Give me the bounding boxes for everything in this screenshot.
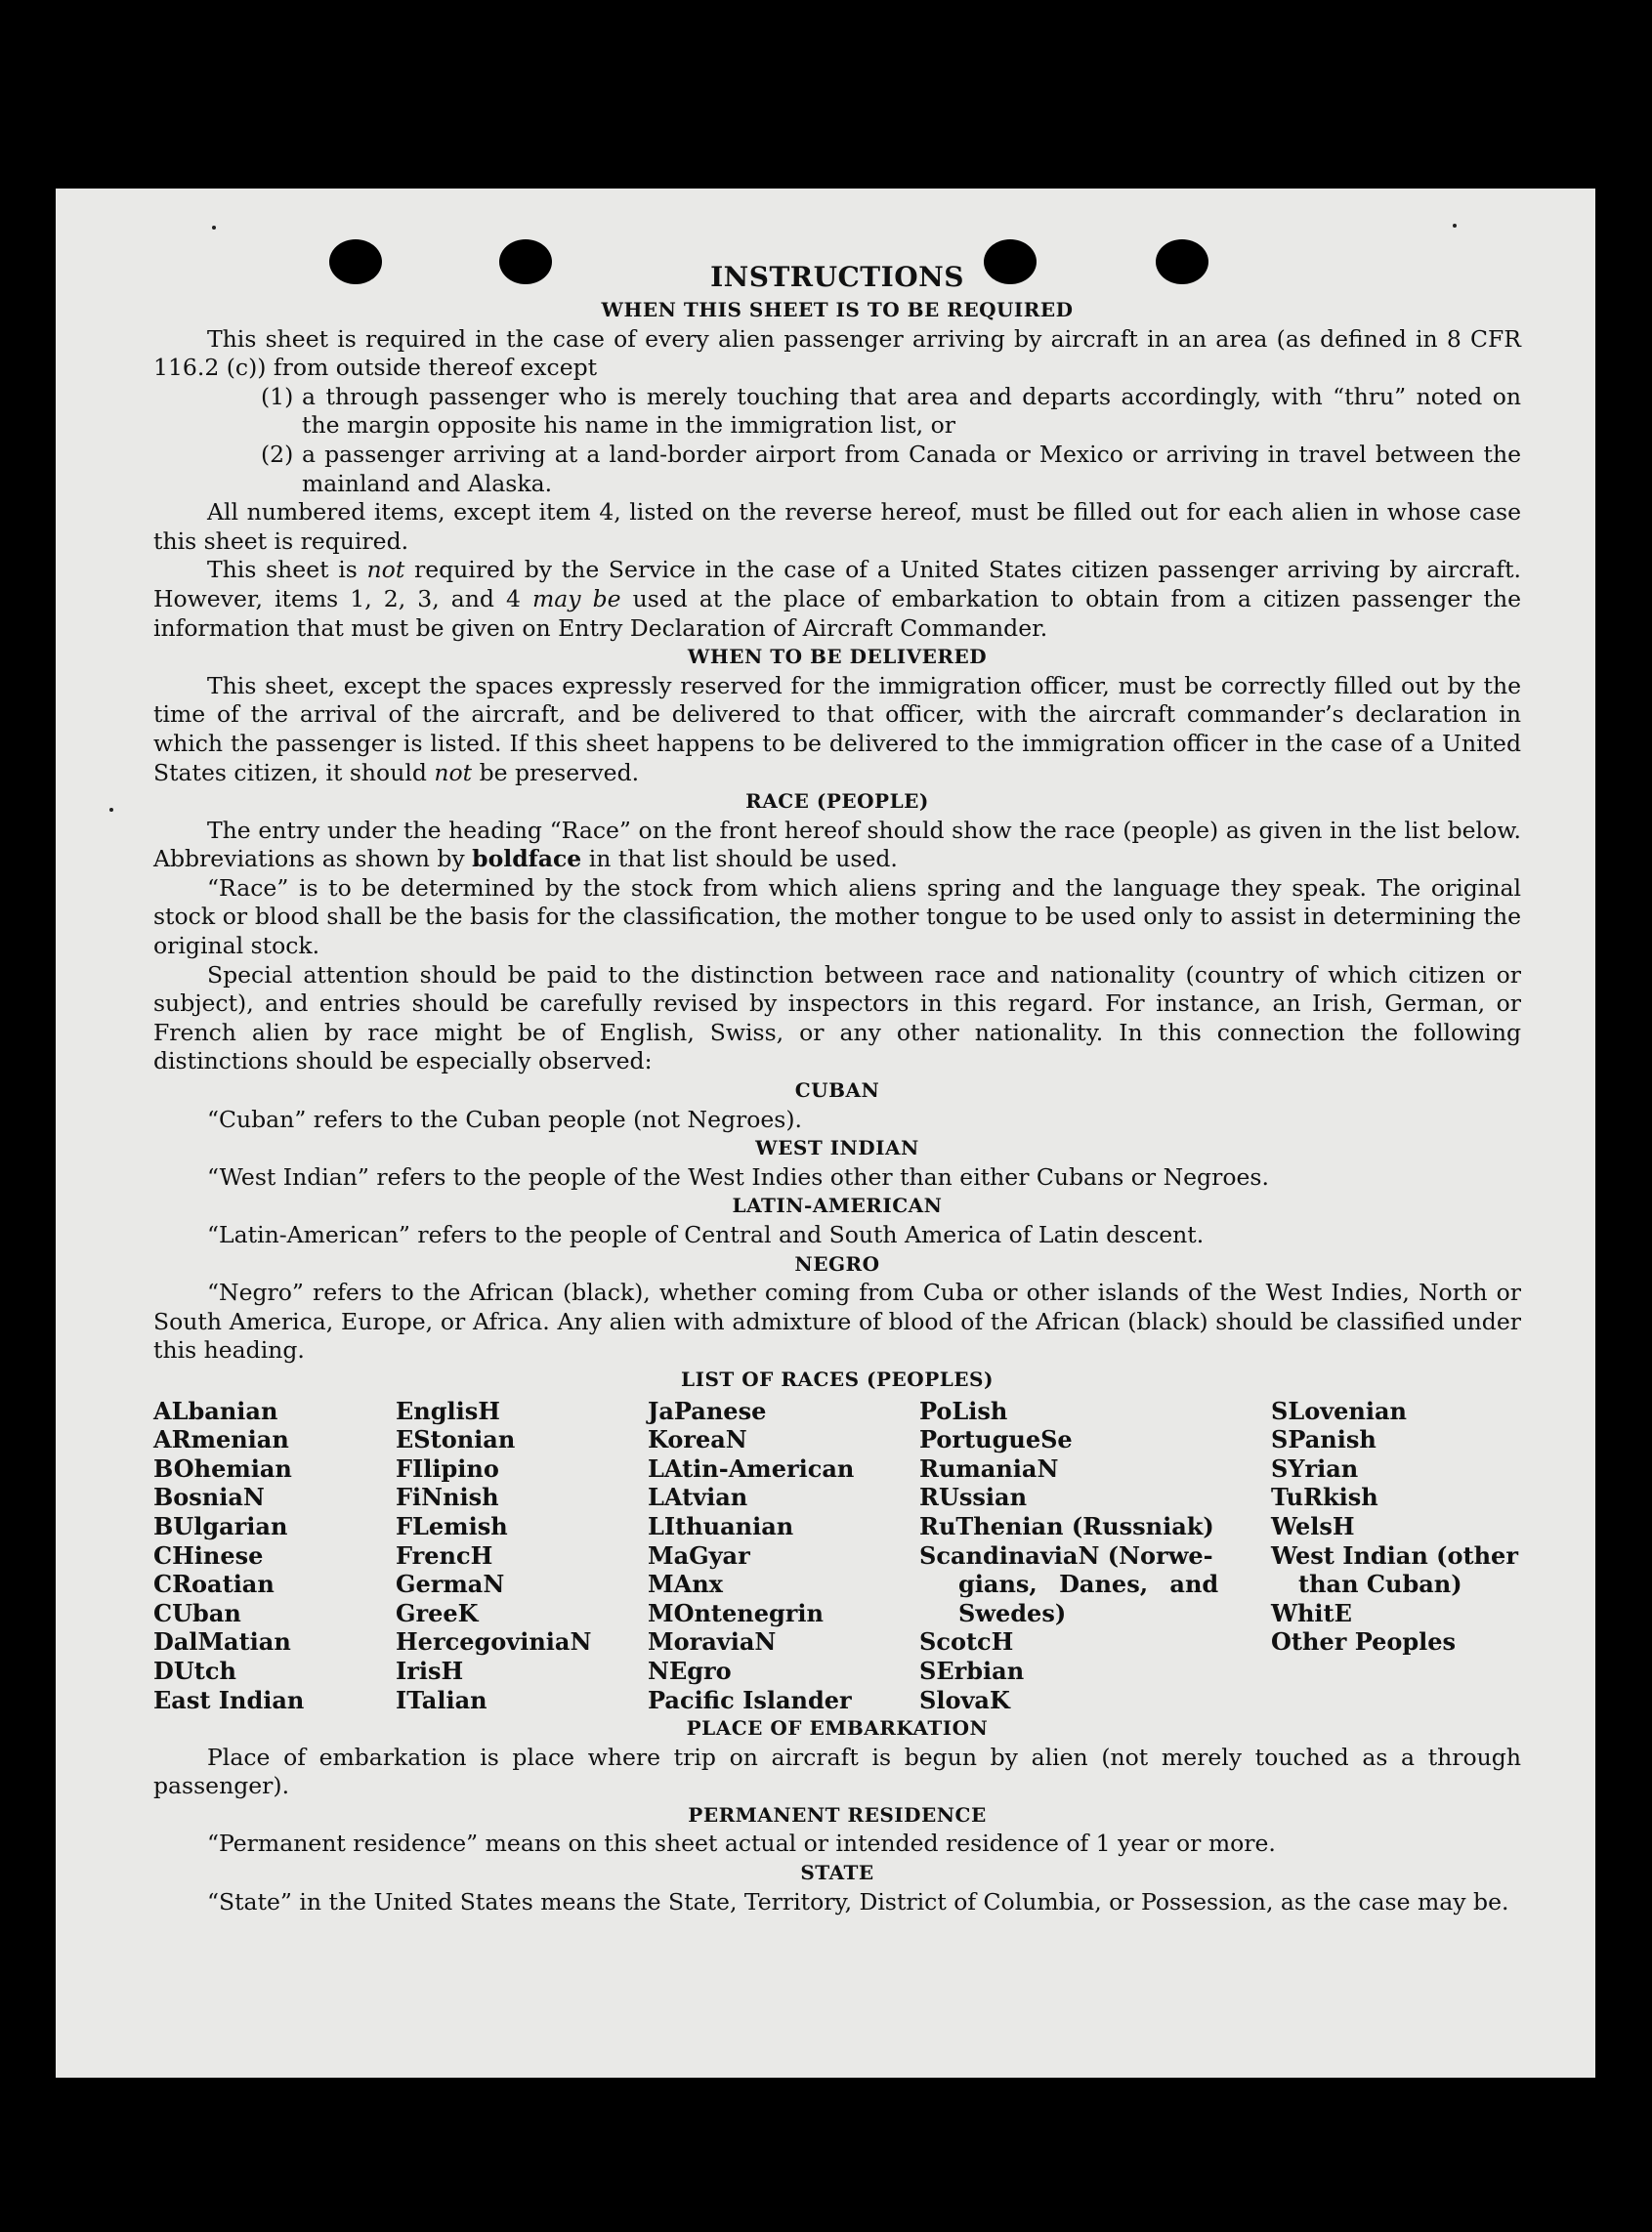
text-run: This sheet is xyxy=(207,556,367,584)
race-entry: CHinese xyxy=(153,1540,264,1570)
race-paragraph-2: “Race” is to be determined by the stock from which aliens spring and the language they speak. The original stock or blood shall be the basis for the classification, the mother tongue to be used only to assist in determining the original stock. xyxy=(153,873,1521,960)
race-entry: FiNnish xyxy=(396,1483,499,1512)
required-paragraph-3 xyxy=(153,556,1521,643)
race-entry: HercegoviniaN xyxy=(396,1627,592,1657)
page-title: INSTRUCTIONS xyxy=(710,261,964,293)
race-entry: PoLish xyxy=(919,1396,1008,1425)
race-entry: SErbian xyxy=(919,1656,1025,1685)
heading-embarkation: PLACE OF EMBARKATION xyxy=(686,1716,989,1741)
race-entry: GermaN xyxy=(396,1570,505,1599)
race-entry: ARmenian xyxy=(153,1425,289,1454)
race-entry: PortugueSe xyxy=(919,1425,1073,1454)
item-number: (1) xyxy=(261,382,294,410)
text-run: in that list should be used. xyxy=(581,845,898,873)
race-entry: SPanish xyxy=(1271,1425,1377,1454)
heading-required: WHEN THIS SHEET IS TO BE REQUIRED xyxy=(601,298,1074,321)
race-entry: LAtvian xyxy=(648,1483,748,1512)
race-entry: WhitE xyxy=(1271,1598,1352,1627)
race-entry: GreeK xyxy=(396,1598,479,1627)
speck xyxy=(1453,224,1457,228)
race-entry: ScandinaviaN (Norwe- xyxy=(919,1540,1213,1570)
text-run: be preserved. xyxy=(472,758,640,786)
race-entry: ITalian xyxy=(396,1685,487,1714)
form-sheet xyxy=(56,189,1595,2078)
race-entry: DUtch xyxy=(153,1656,236,1685)
west-indian-text: “West Indian” refers to the people of the West Indies other than either Cubans or Negroes. xyxy=(207,1162,1269,1191)
race-entry: SLovenian xyxy=(1271,1396,1407,1425)
race-entry: TuRkish xyxy=(1271,1483,1378,1512)
item-text: a through passenger who is merely touching that area and departs accordingly, with “thru” noted on the margin opposite his name in the immigration list, or xyxy=(302,382,1521,440)
exception-item-2 xyxy=(261,441,1521,498)
italic-not: not xyxy=(366,556,405,584)
required-intro: This sheet is required in the case of every alien passenger arriving by aircraft in an area (as defined in 8 CFR 116.2 (c)) from outside thereof except xyxy=(153,324,1521,382)
embarkation-text: Place of embarkation is place where trip on aircraft is begun by alien (not merely touched as a through passenger). xyxy=(153,1743,1521,1800)
race-entry: KoreaN xyxy=(648,1425,747,1454)
races-column-5 xyxy=(1271,1397,1521,1715)
race-entry-continued: gians, Danes, and xyxy=(958,1570,1219,1599)
races-column-3 xyxy=(648,1397,919,1715)
heading-state: STATE xyxy=(800,1861,874,1885)
race-entry: RuThenian (Russniak) xyxy=(919,1511,1214,1540)
race-entry: BosniaN xyxy=(153,1483,265,1512)
delivered-paragraph xyxy=(153,672,1521,787)
item-number: (2) xyxy=(261,440,294,468)
race-entry: BUlgarian xyxy=(153,1511,288,1540)
race-entry: FLemish xyxy=(396,1511,508,1540)
race-entry: WelsH xyxy=(1271,1511,1355,1540)
state-text: “State” in the United States means the State, Territory, District of Columbia, or Possession, as the case may be. xyxy=(207,1887,1509,1916)
race-entry: SlovaK xyxy=(919,1685,1010,1714)
race-entry: EStonian xyxy=(396,1425,516,1454)
cuban-text: “Cuban” refers to the Cuban people (not Negroes). xyxy=(207,1105,803,1133)
race-entry: Other Peoples xyxy=(1271,1627,1457,1657)
text-run: The entry under the heading “Race” on the front hereof should show the race (people) as given in the list below. Abbreviations as shown by xyxy=(153,816,1521,873)
race-entry: RUssian xyxy=(919,1483,1028,1512)
race-entry: MoraviaN xyxy=(648,1627,777,1657)
heading-residence: PERMANENT RESIDENCE xyxy=(688,1802,987,1827)
speck xyxy=(109,808,113,812)
race-entry: EnglisH xyxy=(396,1396,500,1425)
race-paragraph-3: Special attention should be paid to the distinction between race and nationality (country of which citizen or subject), and entries should be carefully revised by inspectors in this regard. For instance, an Irish, German, or French alien by race might be of English, Swiss, or any other nationality. In this connection the following distinctions should be especially observed: xyxy=(153,960,1521,1075)
instructions-body xyxy=(153,261,1521,1916)
race-entry: East Indian xyxy=(153,1685,305,1714)
race-entry: West Indian (other xyxy=(1271,1540,1518,1570)
race-entry-continued: than Cuban) xyxy=(1298,1570,1462,1599)
race-entry: ScotcH xyxy=(919,1627,1014,1657)
race-entry: MOntenegrin xyxy=(648,1598,824,1627)
heading-west-indian: WEST INDIAN xyxy=(755,1136,919,1160)
races-column-1 xyxy=(153,1397,396,1715)
heading-delivered: WHEN TO BE DELIVERED xyxy=(687,645,988,669)
italic-not: not xyxy=(434,758,473,786)
race-paragraph-1 xyxy=(153,817,1521,874)
races-list xyxy=(153,1397,1521,1715)
required-paragraph-2: All numbered items, except item 4, listed on the reverse hereof, must be filled out for each alien in whose case this sheet is required. xyxy=(153,498,1521,555)
race-entry: IrisH xyxy=(396,1656,464,1685)
race-entry: LAtin-American xyxy=(648,1453,855,1483)
races-column-4 xyxy=(919,1397,1271,1715)
race-entry: BOhemian xyxy=(153,1453,292,1483)
race-entry: JaPanese xyxy=(648,1396,767,1425)
text-run: used at the place of embarkation to obtain from a citizen passenger the information that must be given on Entry Declaration of Aircraft Commander. xyxy=(153,584,1521,642)
residence-text: “Permanent residence” means on this sheet actual or intended residence of 1 year or more. xyxy=(207,1830,1276,1858)
race-entry: NEgro xyxy=(648,1656,732,1685)
race-entry: ALbanian xyxy=(153,1396,278,1425)
heading-cuban: CUBAN xyxy=(794,1078,880,1103)
text-run: required by the Service in the case of a United States citizen passenger arriving by aircraft. However, items 1, 2, 3, and 4 xyxy=(153,556,1521,612)
race-entry: MAnx xyxy=(648,1570,723,1599)
race-entry: Pacific Islander xyxy=(648,1685,852,1714)
heading-race: RACE (PEOPLE) xyxy=(745,789,929,814)
race-entry: CUban xyxy=(153,1598,241,1627)
exception-item-1 xyxy=(261,383,1521,441)
heading-list-of-races: LIST OF RACES (PEOPLES) xyxy=(681,1367,994,1391)
race-entry: LIthuanian xyxy=(648,1511,794,1540)
race-entry: CRoatian xyxy=(153,1570,275,1599)
race-entry: MaGyar xyxy=(648,1540,750,1570)
latin-american-text: “Latin-American” refers to the people of Central and South America of Latin descent. xyxy=(207,1221,1205,1248)
text-run: This sheet, except the spaces expressly reserved for the immigration officer, must be correctly filled out by the time of the arrival of the aircraft, and be delivered to that officer, with the aircraft commander’s declaration in which the passenger is listed. If this sheet happens to be delivered to the immigration officer in the case of a United States citizen, it should xyxy=(153,671,1521,786)
heading-latin-american: LATIN-AMERICAN xyxy=(732,1194,943,1218)
race-entry: SYrian xyxy=(1271,1453,1359,1483)
race-entry: RumaniaN xyxy=(919,1453,1059,1483)
race-entry: DalMatian xyxy=(153,1627,291,1657)
race-entry: FIlipino xyxy=(396,1453,499,1483)
bold-boldface: boldface xyxy=(472,845,582,873)
race-entry-continued: Swedes) xyxy=(958,1598,1067,1627)
italic-may-be: may be xyxy=(531,584,621,612)
speck xyxy=(212,226,216,230)
negro-text: “Negro” refers to the African (black), whether coming from Cuba or other islands of the West Indies, North or South America, Europe, or Africa. Any alien with admixture of blood of the African (black) should be classified under this heading. xyxy=(153,1279,1521,1365)
race-entry: FrencH xyxy=(396,1540,493,1570)
item-text: a passenger arriving at a land-border airport from Canada or Mexico or arriving in travel between the mainland and Alaska. xyxy=(302,440,1521,497)
races-column-2 xyxy=(396,1397,648,1715)
heading-negro: NEGRO xyxy=(794,1251,880,1276)
